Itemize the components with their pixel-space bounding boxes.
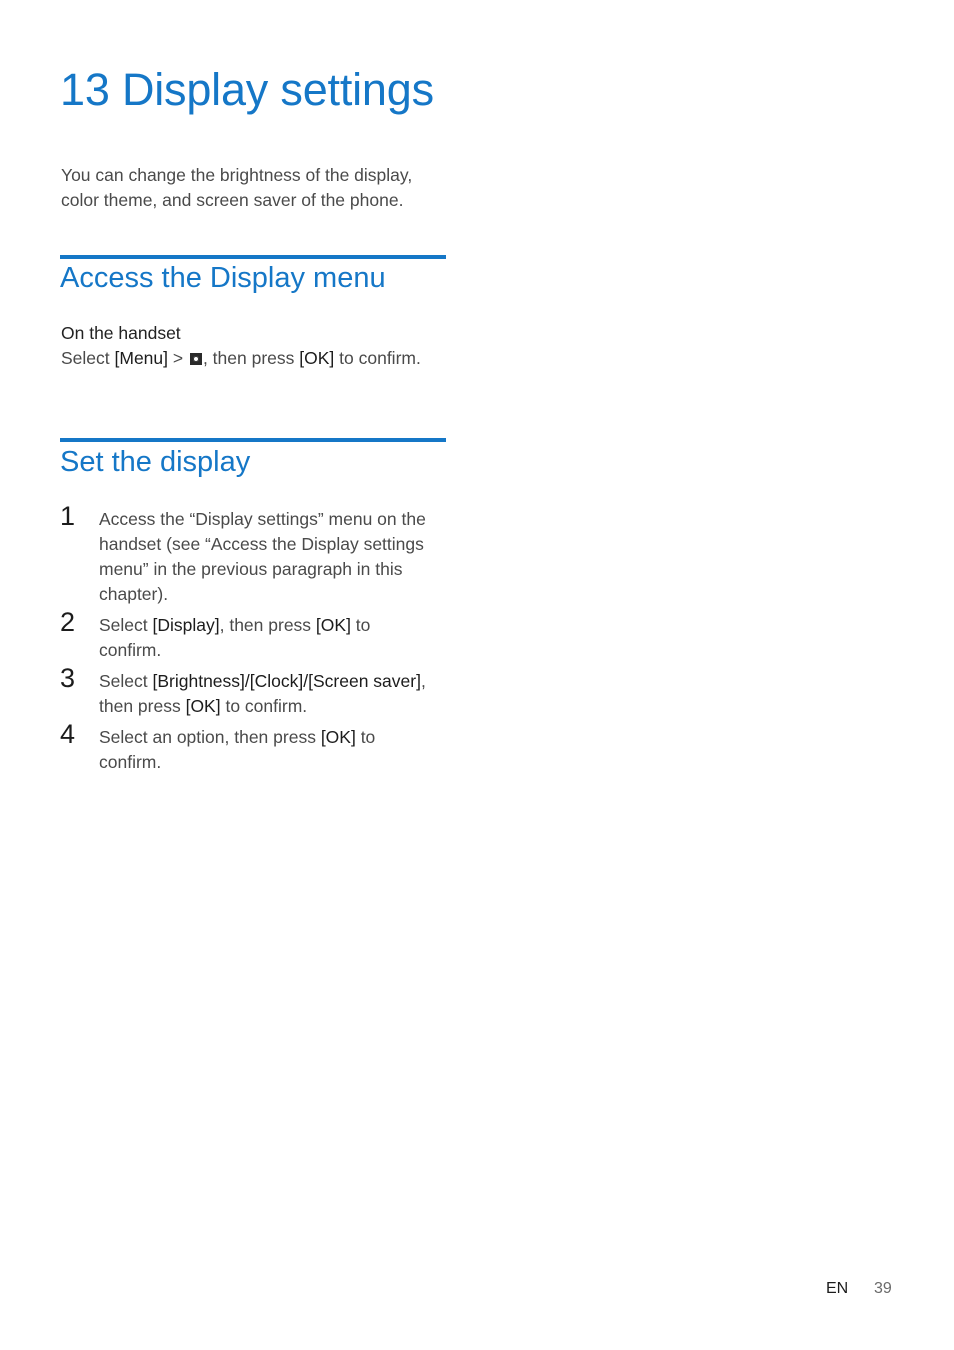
separator-text: >	[168, 348, 188, 368]
footer-language: EN	[826, 1280, 849, 1297]
step-line: handset (see “Access the Display settings	[99, 534, 424, 554]
then-press-text: , then press	[202, 348, 300, 368]
step-line-post: to confirm.	[220, 696, 308, 716]
menu-key: [Menu]	[114, 348, 168, 368]
brightness-clock-screensaver-key: [Brightness]/[Clock]/[Screen saver]	[152, 671, 421, 691]
select-text: Select	[61, 348, 115, 368]
ok-key: [OK]	[315, 615, 351, 635]
step-number: 4	[60, 719, 76, 749]
access-instruction	[61, 348, 421, 369]
step-mid: ,	[420, 671, 426, 691]
step-pre: Select	[99, 615, 153, 635]
step-line: Access the “Display settings” menu on the	[99, 509, 426, 529]
step-text	[99, 669, 461, 719]
intro-line-1: You can change the brightness of the display,	[61, 165, 413, 185]
step-text	[99, 725, 461, 775]
step-line: menu” in the previous paragraph in this	[99, 559, 403, 579]
page-number: 39	[874, 1280, 892, 1297]
step-mid: , then press	[219, 615, 316, 635]
handset-subhead: On the handset	[61, 323, 181, 343]
step-pre: Select	[99, 671, 153, 691]
display-settings-icon	[190, 353, 202, 365]
step-line: chapter).	[99, 584, 169, 604]
step-post: to	[355, 727, 376, 747]
display-key: [Display]	[152, 615, 220, 635]
step-number: 2	[60, 607, 76, 637]
page-title: 13 Display settings	[60, 64, 434, 115]
intro-line-2: color theme, and screen saver of the phone.	[61, 190, 404, 210]
intro-paragraph	[61, 163, 446, 213]
step-text	[99, 613, 461, 663]
section-heading-set: Set the display	[60, 446, 251, 478]
section-rule-set	[60, 438, 446, 442]
step-line: confirm.	[99, 752, 162, 772]
ok-key: [OK]	[320, 727, 356, 747]
step-pre: Select an option, then press	[99, 727, 321, 747]
confirm-text: to confirm.	[334, 348, 421, 368]
step-line-pre: then press	[99, 696, 186, 716]
step-text	[99, 507, 461, 607]
section-rule-access	[60, 255, 446, 259]
step-line: confirm.	[99, 640, 162, 660]
ok-key: [OK]	[185, 696, 221, 716]
step-number: 1	[60, 501, 76, 531]
step-post: to	[350, 615, 371, 635]
section-heading-access: Access the Display menu	[60, 262, 386, 294]
ok-key: [OK]	[299, 348, 335, 368]
step-number: 3	[60, 663, 76, 693]
